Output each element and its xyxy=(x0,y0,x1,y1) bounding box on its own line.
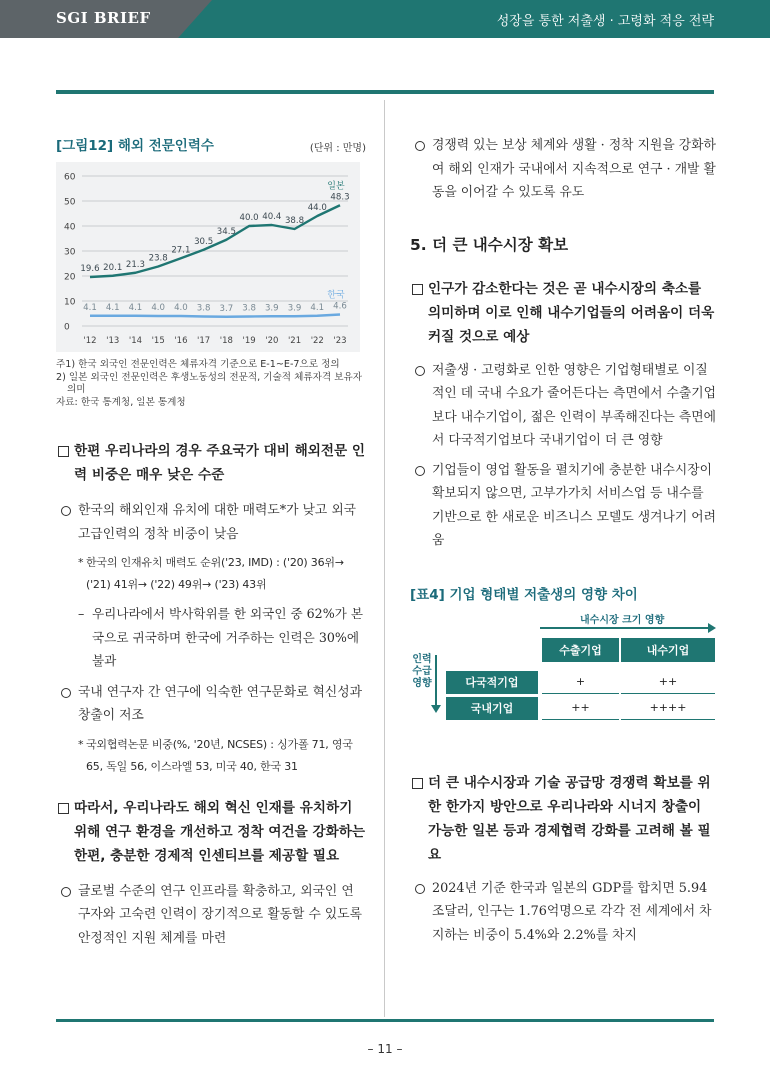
right-arrow-icon xyxy=(540,627,710,629)
data-label: 4.1 xyxy=(310,302,325,313)
bullet-compensation: 경쟁력 있는 보상 체계와 생활 · 정착 지원을 강화하여 해외 인재가 국내에서 지속적으로 연구 · 개발 활동을 이어갈 수 있도록 유도 xyxy=(410,134,716,205)
y-tick-label: 30 xyxy=(64,247,76,258)
x-tick-label: '23 xyxy=(333,336,347,346)
note-1: 주1) 한국 외국인 전문인력은 체류자격 기준으로 E-1~E-7으로 정의 xyxy=(56,359,340,370)
data-label: 19.6 xyxy=(80,264,100,274)
y-tick-label: 40 xyxy=(64,222,76,233)
figure-title: [그림12] 해외 전문인력수 xyxy=(56,138,214,154)
header-title: 성장을 통한 저출생 · 고령화 적응 전략 xyxy=(496,14,714,29)
data-label: 3.9 xyxy=(264,303,279,314)
data-label: 48.3 xyxy=(330,192,350,203)
x-tick-label: '14 xyxy=(128,336,143,346)
data-label: 40.0 xyxy=(239,213,259,223)
column-divider xyxy=(384,100,385,1017)
section-point-attract-talent: 따라서, 우리나라도 해외 혁신 인재를 유치하기 위해 연구 환경을 개선하고 정착 여건을 강화하는 한편, 충분한 경제적 인센티브를 제공할 필요 xyxy=(56,796,366,868)
x-tick-label: '16 xyxy=(174,336,188,346)
section-point-japan-cooperation: 더 큰 내수시장과 기술 공급망 경쟁력 확보를 위한 한가지 방안으로 우리나라와 시너지 창출이 가능한 일본 등과 경제협력 강화를 고려해 볼 필요 xyxy=(410,771,716,867)
table-row-axis-label: 인력 수급 영향 xyxy=(412,653,432,689)
bottom-rule xyxy=(56,1019,714,1022)
data-label: 4.1 xyxy=(83,302,97,313)
table-cell: ++ xyxy=(621,671,715,694)
series-line-korea xyxy=(90,315,340,317)
data-label: 34.5 xyxy=(216,226,236,237)
page-number: – 11 – xyxy=(367,1042,403,1056)
table-row-header: 다국적기업 xyxy=(446,671,538,694)
bullet-gdp-population: 2024년 기준 한국과 일본의 GDP를 합치면 5.94조달러, 인구는 1.76억명으로 각각 전 세계에서 차지하는 비중이 5.4%와 2.2%를 차지 xyxy=(410,877,716,948)
data-label: 30.5 xyxy=(194,236,214,247)
data-label: 4.1 xyxy=(105,302,120,313)
bullet-new-business: 기업들이 영업 활동을 펼치기에 충분한 내수시장이 확보되지 않으면, 고부가가치 서비스업 등 내수를 기반으로 한 새로운 비즈니스 모델도 생겨나기 어려움 xyxy=(410,459,716,553)
table-col-axis-label: 내수시장 크기 영향 xyxy=(580,614,665,626)
note-source: 자료: 한국 통계청, 일본 통계청 xyxy=(56,396,186,408)
data-label: 4.0 xyxy=(151,303,166,313)
y-tick-label: 50 xyxy=(64,197,76,208)
y-tick-label: 10 xyxy=(64,297,76,308)
data-label: 4.6 xyxy=(333,301,347,312)
x-tick-label: '15 xyxy=(151,336,165,346)
x-tick-label: '17 xyxy=(197,336,211,346)
figure-unit: (단위 : 만명) xyxy=(309,143,366,154)
data-label: 3.7 xyxy=(219,303,234,314)
footnote-imd-ranking: * 한국의 인재유치 매력도 순위('23, IMD) : ('20) 36위→ ('21) 41위→ ('22) 49위→ ('23) 43위 xyxy=(56,552,366,596)
table-cell: + xyxy=(542,671,619,694)
data-label: 40.4 xyxy=(262,212,282,222)
data-label: 3.8 xyxy=(196,303,211,314)
bullet-research-culture: 국내 연구자 간 연구에 익숙한 연구문화로 혁신성과 창출이 저조 xyxy=(56,681,366,728)
table-col-header: 수출기업 xyxy=(542,638,619,662)
section-point-overseas-talent: 한편 우리나라의 경우 주요국가 대비 해외전문 인력 비중은 매우 낮은 수준 xyxy=(56,439,366,487)
impact-table xyxy=(410,611,716,731)
line-chart xyxy=(56,162,360,352)
subbullet-phd-return: – 우리나라에서 박사학위를 한 외국인 중 62%가 본국으로 귀국하며 한국에 거주하는 인력은 30%에 불과 xyxy=(56,602,366,673)
series-name-label: 일본 xyxy=(327,181,345,192)
table-row-header: 국내기업 xyxy=(446,697,538,720)
note-2: 2) 일본 외국인 전문인력은 후생노동성의 전문적, 기술적 체류자격 보유자 의미 xyxy=(56,371,363,395)
y-tick-label: 0 xyxy=(64,322,70,333)
brief-logo: SGI BRIEF xyxy=(56,9,151,27)
data-label: 4.1 xyxy=(128,302,143,313)
data-label: 44.0 xyxy=(307,203,327,213)
data-label: 3.8 xyxy=(242,303,256,314)
data-label: 21.3 xyxy=(125,259,146,270)
data-label: 27.1 xyxy=(171,245,191,256)
section-title-5: 5. 더 큰 내수시장 확보 xyxy=(410,235,569,254)
figure-header xyxy=(56,132,366,154)
data-label: 4.0 xyxy=(174,303,188,313)
bullet-research-infra: 글로벌 수준의 연구 인프라를 확충하고, 외국인 연구자와 고숙련 인력이 장기적으로 활동할 수 있도록 안정적인 지원 체계를 마련 xyxy=(56,880,366,951)
y-tick-label: 60 xyxy=(64,172,76,183)
x-tick-label: '13 xyxy=(106,336,120,346)
down-arrow-icon xyxy=(435,655,437,707)
footnote-coauthorship: * 국외협력논문 비중(%, '20년, NCSES) : 싱가폴 71, 영국 65, 독일 56, 이스라엘 53, 미국 40, 한국 31 xyxy=(56,734,366,778)
section-point-domestic-market: 인구가 감소한다는 것은 곧 내수시장의 축소를 의미하며 이로 인해 내수기업들의 어려움이 더욱 커질 것으로 예상 xyxy=(410,277,716,349)
series-name-label: 한국 xyxy=(327,290,345,301)
x-tick-label: '21 xyxy=(287,336,302,346)
table-col-header: 내수기업 xyxy=(621,638,715,662)
x-tick-label: '12 xyxy=(83,336,97,346)
data-label: 23.8 xyxy=(148,253,168,264)
table-title: [표4] 기업 형태별 저출생의 영향 차이 xyxy=(410,586,638,603)
y-tick-label: 20 xyxy=(64,272,76,283)
figure-notes xyxy=(56,359,366,409)
x-tick-label: '22 xyxy=(310,336,324,346)
x-tick-label: '19 xyxy=(242,336,256,346)
right-column xyxy=(410,132,716,947)
x-tick-label: '18 xyxy=(219,336,233,346)
table-cell: ++ xyxy=(542,697,619,720)
data-label: 20.1 xyxy=(103,262,123,273)
data-label: 38.8 xyxy=(284,216,305,226)
chart-area xyxy=(56,162,360,352)
top-rule xyxy=(56,90,714,94)
bullet-firm-type-impact: 저출생 · 고령화로 인한 영향은 기업형태별로 이질적인 데 국내 수요가 줄어든다는 측면에서 수출기업보다 내수기업이, 젊은 인력이 부족해진다는 측면에서 다국적기업보다 국내기업이 더 큰 영향 xyxy=(410,359,716,453)
left-column xyxy=(56,132,366,950)
table-cell: ++++ xyxy=(621,697,715,720)
x-tick-label: '20 xyxy=(265,336,279,346)
data-label: 3.9 xyxy=(287,303,302,314)
bullet-talent-attractiveness: 한국의 해외인재 유치에 대한 매력도*가 낮고 외국 고급인력의 정착 비중이 낮음 xyxy=(56,499,366,546)
